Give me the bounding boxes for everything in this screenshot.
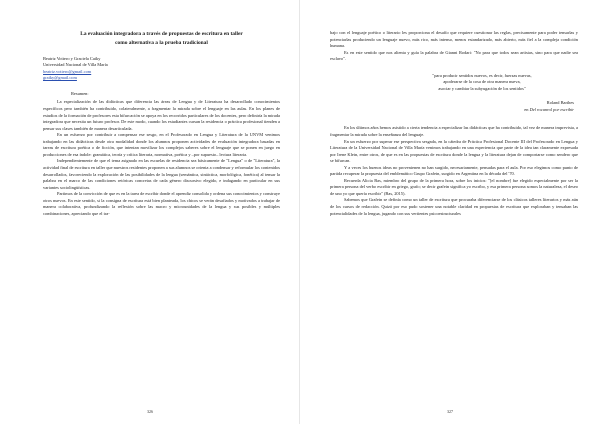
page-number-right: 327 <box>447 409 453 414</box>
title-line-2: como alternativa a la prueba tradicional <box>115 39 208 46</box>
body-paragraph: En un esfuerzo por contribuir a compensar ese sesgo, en el Profesorado en Lengua y Literatura de la UNVM venimos trabajando en las didácticas desde otra modalidad donde los alumnos proponen actividades de evaluación integradora basadas en tareas de escritura poética o de ficción, que intentan movilizar los complejos saberes sobre el lenguaje que se ponen en juego en producciones de esa índole: gramática, teoría y crítica literaria, normativa, poética y –por supuesto– lectura literaria. <box>43 132 280 157</box>
epigraph-quote <box>390 73 574 93</box>
body-paragraph: La especialización de las didácticas que diferencia las áreas de Lengua y de Literatura ha desarrollado conocimientos específicos pero también ha contribuido, colateralmente, a fragmentar la mirada sobre el lenguaje en las aulas. En los planes de estudios de la formación de profesores esta bifurcación se apoya en los recorridos particulares de los docentes, pero definiría la mirada integradora que necesita un futuro profesor. De este modo, cuando los estudiantes cursan la residencia o práctica profesional tienden a pensar sus clases también de manera desarticulada. <box>43 99 280 131</box>
body-paragraph: En un esfuerzo por superar ese perspectiva sesgada, en la cátedra de Práctica Profesional Docente III del Profesorado en Lengua y Literatura de la Universidad Nacional de Villa María venimos trabajando en una experiencia que parte de la idea tan claramente expresada por Irene Klein, entre otros, de que es en las propuestas de escritura donde la lengua y la literatura dejan de comportarse como sendero que se bifurcan. <box>330 138 578 164</box>
section-spacer <box>330 113 578 125</box>
author-block <box>43 56 280 81</box>
quote-source-prefix: en <box>524 106 529 112</box>
body-paragraph: Es en este sentido que nos alienta y guía la palabra de Gianni Rodari: "No para que todos sean artistas, sino para que nadie sea esclavo". <box>330 49 578 62</box>
abstract-heading: Resumen: <box>71 91 89 97</box>
email-link-1[interactable]: beatriz.vottero@gmail.com <box>43 68 92 74</box>
article-title <box>43 30 280 47</box>
continuation-paragraph: bajo con el lenguaje poético o literario les proporciona el desafío que requiere cuestionar las reglas, precisamente para poder tensarlas y potenciarlas produciendo un lenguaje nuevo, más rico, más intenso, menos estandarizado, más abierto, más fiel a la compleja condición humana. <box>330 30 578 49</box>
page-number-left: 326 <box>147 409 153 414</box>
quote-attribution <box>330 100 574 113</box>
body-paragraph: Y a veces los buenos ideas no provenienen no han surgido, necesariamente, pensadas para el aula. Por eso elegimos como punto de partida recuperar la propuesta del emblemático Grupo Grafein, surgido en Argentina en la década del '70. <box>330 164 578 177</box>
email-link-2[interactable]: graiky@gmail.com <box>43 74 77 80</box>
body-paragraph: Sabemos que Grafein se definía como un taller de escritura que procuraba diferenciarse de los clásicos talleres literarios y más aún de los cursos de redacción. Quizá por eso pudo sostener una notable claridad en propuestas de escritura que exploraban y tensaban las potencialidades de la lengua, jugando con sus vertientes psicoestructurales <box>330 197 578 216</box>
body-paragraph: Recuerda Alicia Bas, miembro del grupo de la primera hora, sobre los inicios: "[el nombre] fue elegido especialmente por ser la primera persona del verbo escribir en griego, grafo; se decir grafein significa yo escribo, y esa primera persona somos la naturaleza, el deseo de uno yo que quería escribir" (Bas, 2015). <box>330 177 578 196</box>
body-paragraph: Independientemente de que el tema asignado en las escuelas de residencia sea básicamente de "Lengua" o de "Literatura", la actividad final de escritura en taller que nuestros residentes proponen a sus alumnos se orienta a condensar y reformular los contenidos desarrollados, favoreciendo la exploración de las posibilidades de la lengua (semántica, sintáctica, morfológica, fonética) al tensar la palabra en el marco de las condiciones retóricas concretas de cada género discursivo elegido, e indagando en particular en sus variantes sociolingüísticas. <box>43 158 280 190</box>
quote-line: "para producir sentidos nuevos, es decir, fuerzas nuevas, <box>432 72 532 78</box>
body-paragraph: En los últimos años hemos asistido a cierta tendencia a especializar las didácticas que ha contribuido, tal vez de manera imprevista, a fragmentar la mirada sobre la enseñanza del lenguaje. <box>330 125 578 138</box>
quote-line: asociar y cambiar la subyugación de los sentidos" <box>438 85 526 91</box>
institution: Universidad Nacional de Villa María <box>43 62 108 68</box>
right-page <box>300 0 600 424</box>
title-line-1: La evaluación integradora a través de propuestas de escritura en taller <box>80 31 243 37</box>
quote-source-title: Del rocanrol por escribir <box>529 106 574 112</box>
authors-names: Beatriz Vottero y Graciela Caiky <box>43 56 101 61</box>
body-paragraph: Partimos de la convicción de que es en la tarea de escribir donde el aprendiz consolida y ordena sus conocimientos y construye otros nuevos. En este sentido, si la consigna de escritura está bien planteada, los chicos se verán desafiados y motivados a trabajar de manera colaborativa, profundizando la reflexión sobre las macro y microunidades de la lengua y sus posibles y múltiples combinaciones, apreciando que el tra- <box>43 191 280 216</box>
quote-line: apoderarse de la cosa de otra manera nueva, <box>443 79 521 85</box>
quote-author: Roland Barthes <box>546 100 574 106</box>
